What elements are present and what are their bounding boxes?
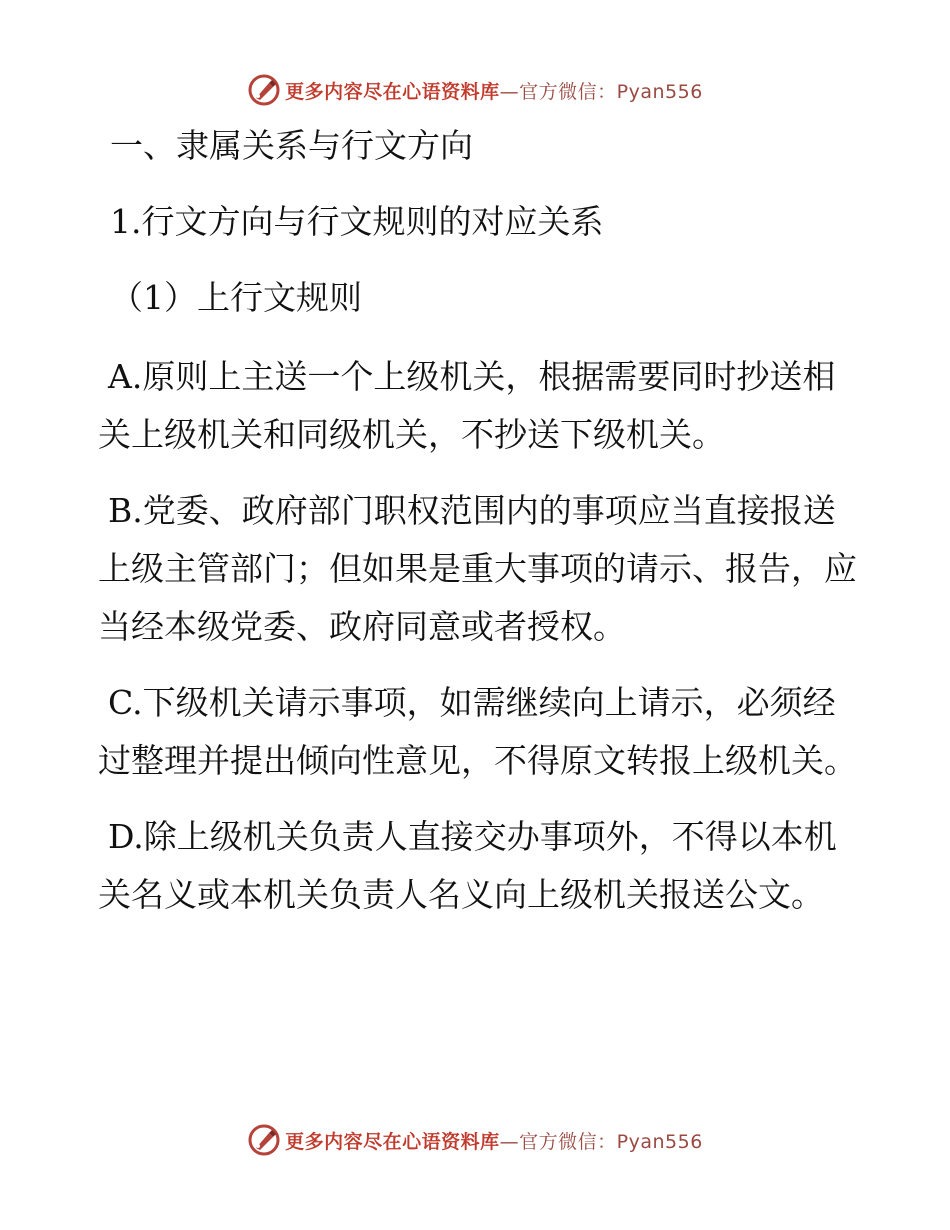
header-watermark (0, 70, 950, 110)
document-body (98, 120, 858, 942)
watermark-contact: —官方微信：Pyan556 (499, 1130, 703, 1153)
watermark-contact: —官方微信：Pyan556 (499, 80, 703, 103)
pen-logo-icon (247, 73, 281, 107)
rule-paragraph-c: C.下级机关请示事项，如需继续向上请示，必须经过整理并提出倾向性意见，不得原文转报上级机关。 (98, 683, 857, 780)
watermark-text (285, 1127, 703, 1154)
footer-watermark (0, 1120, 950, 1160)
watermark-brand: 更多内容尽在心语资料库 (285, 1130, 500, 1153)
rule-heading: （1）上行文规则 (110, 278, 362, 317)
rule-paragraph-a: A.原则上主送一个上级机关，根据需要同时抄送相关上级机关和同级机关，不抄送下级机关。 (98, 357, 836, 454)
pen-logo-icon (247, 1123, 281, 1157)
section-heading: 一、隶属关系与行文方向 (110, 126, 473, 165)
watermark-brand: 更多内容尽在心语资料库 (285, 80, 500, 103)
subsection-heading: 1.行文方向与行文规则的对应关系 (110, 202, 604, 241)
rule-paragraph-b: B.党委、政府部门职权范围内的事项应当直接报送上级主管部门；但如果是重大事项的请示、报告，应当经本级党委、政府同意或者授权。 (98, 491, 857, 646)
watermark-text (285, 77, 703, 104)
rule-paragraph-d: D.除上级机关负责人直接交办事项外，不得以本机关名义或本机关负责人名义向上级机关报送公文。 (98, 817, 837, 914)
